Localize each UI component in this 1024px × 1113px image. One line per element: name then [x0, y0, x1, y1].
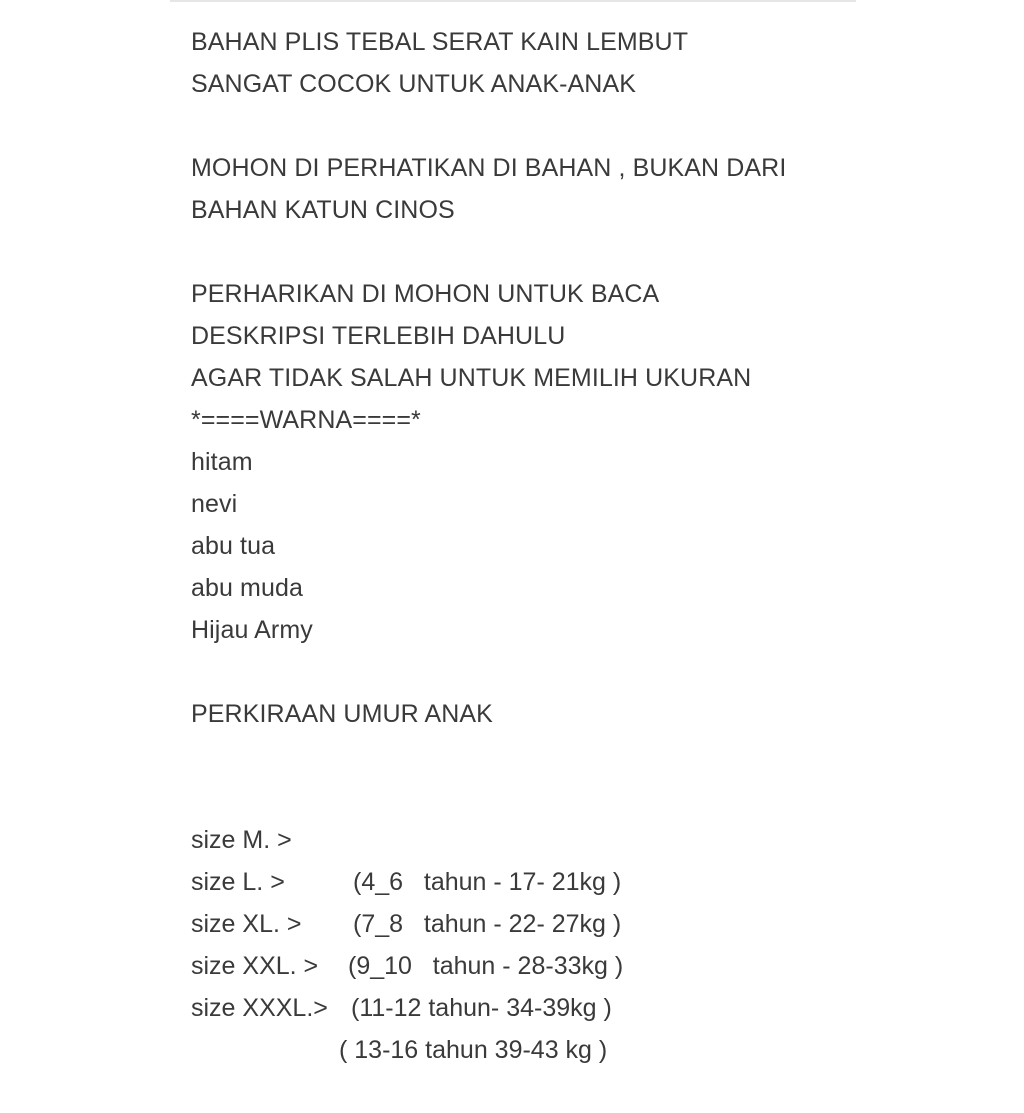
- notice-line-2: BAHAN KATUN CINOS: [191, 196, 455, 224]
- size-detail: (4_6 tahun - 17- 21kg ): [353, 868, 622, 896]
- size-label: size XXXL.>: [191, 994, 328, 1022]
- size-label: size M. >: [191, 826, 292, 854]
- colors-header: *====WARNA====*: [191, 406, 421, 434]
- color-item: hitam: [191, 448, 253, 476]
- color-item: Hijau Army: [191, 616, 313, 644]
- color-item: abu muda: [191, 574, 303, 602]
- size-detail: ( 13-16 tahun 39-43 kg ): [339, 1036, 608, 1064]
- instruction-line-3: AGAR TIDAK SALAH UNTUK MEMILIH UKURAN: [191, 364, 752, 392]
- top-divider: [170, 0, 856, 2]
- spacer: [191, 231, 991, 273]
- instruction-line-2: DESKRIPSI TERLEBIH DAHULU: [191, 322, 566, 350]
- size-detail: (11-12 tahun- 34-39kg ): [351, 994, 612, 1022]
- spacer: [191, 651, 991, 693]
- spacer: [191, 735, 991, 777]
- color-item: abu tua: [191, 532, 276, 560]
- spacer: [191, 105, 991, 147]
- intro-line-2: SANGAT COCOK UNTUK ANAK-ANAK: [191, 70, 637, 98]
- size-detail: (9_10 tahun - 28-33kg ): [348, 952, 624, 980]
- notice-line-1: MOHON DI PERHATIKAN DI BAHAN , BUKAN DARI: [191, 154, 787, 182]
- age-header: PERKIRAAN UMUR ANAK: [191, 700, 493, 728]
- intro-line-1: BAHAN PLIS TEBAL SERAT KAIN LEMBUT: [191, 28, 689, 56]
- size-label: size XXL. >: [191, 952, 319, 980]
- size-label: size XL. >: [191, 910, 302, 938]
- size-label: size L. >: [191, 868, 285, 896]
- size-detail: (7_8 tahun - 22- 27kg ): [353, 910, 622, 938]
- color-item: nevi: [191, 490, 238, 518]
- product-description: [191, 21, 991, 1064]
- instruction-line-1: PERHARIKAN DI MOHON UNTUK BACA: [191, 280, 660, 308]
